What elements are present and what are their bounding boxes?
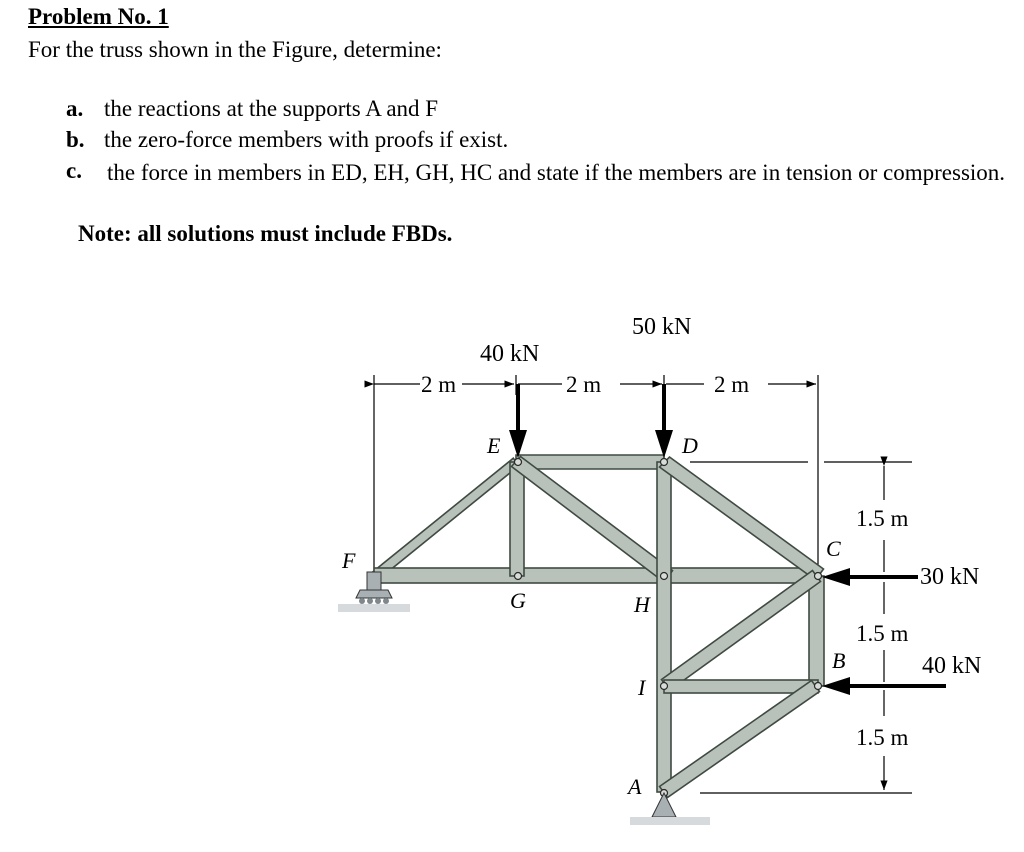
item-text: the force in members in ED, EH, GH, HC and state if the members are in tension or compression. (107, 160, 1006, 185)
load-label-c: 30 kN (920, 564, 980, 590)
dim-height-3: 1.5 m (856, 725, 909, 750)
member-dc (660, 457, 824, 580)
item-text: the reactions at the supports A and F (104, 96, 439, 121)
dim-height-2: 1.5 m (856, 621, 909, 646)
member-fgc (374, 568, 818, 583)
member-eh (512, 457, 673, 583)
load-label-d: 50 kN (632, 314, 692, 340)
joint-label-a: A (628, 774, 642, 799)
item-label: b. (66, 127, 85, 152)
joint-label-e: E (487, 433, 501, 458)
member-ed (516, 455, 664, 469)
member-ab (660, 681, 820, 798)
dim-height-1: 1.5 m (856, 506, 909, 531)
joint-label-d: D (682, 433, 698, 458)
problem-title: Problem No. 1 (28, 4, 169, 29)
joint-label-f: F (342, 548, 356, 573)
problem-intro: For the truss shown in the Figure, determine: (28, 37, 442, 62)
joint-label-b: B (832, 648, 846, 673)
load-label-b: 40 kN (922, 653, 982, 679)
note: Note: all solutions must include FBDs. (78, 221, 453, 246)
item-label: c. (66, 158, 82, 183)
member-ib (664, 680, 818, 693)
dim-span-3: 2 m (714, 372, 750, 397)
member-eg (510, 462, 524, 576)
dim-span-2: 2 m (566, 372, 602, 397)
member-cb (809, 576, 824, 686)
truss-members (371, 455, 825, 798)
joint-label-i: I (638, 675, 646, 700)
joint-label-c: C (826, 536, 841, 561)
dim-span-1: 2 m (421, 372, 457, 397)
joint-label-g: G (510, 588, 526, 613)
member-fe (371, 458, 519, 580)
item-label: a. (66, 96, 84, 121)
item-text: the zero-force members with proofs if exist. (104, 127, 509, 152)
joint-label-h: H (634, 592, 650, 617)
dimension-lines (374, 375, 912, 793)
member-ic (662, 571, 821, 691)
load-label-e: 40 kN (480, 341, 540, 367)
member-dha (657, 462, 671, 792)
pin-support-a (630, 793, 710, 825)
